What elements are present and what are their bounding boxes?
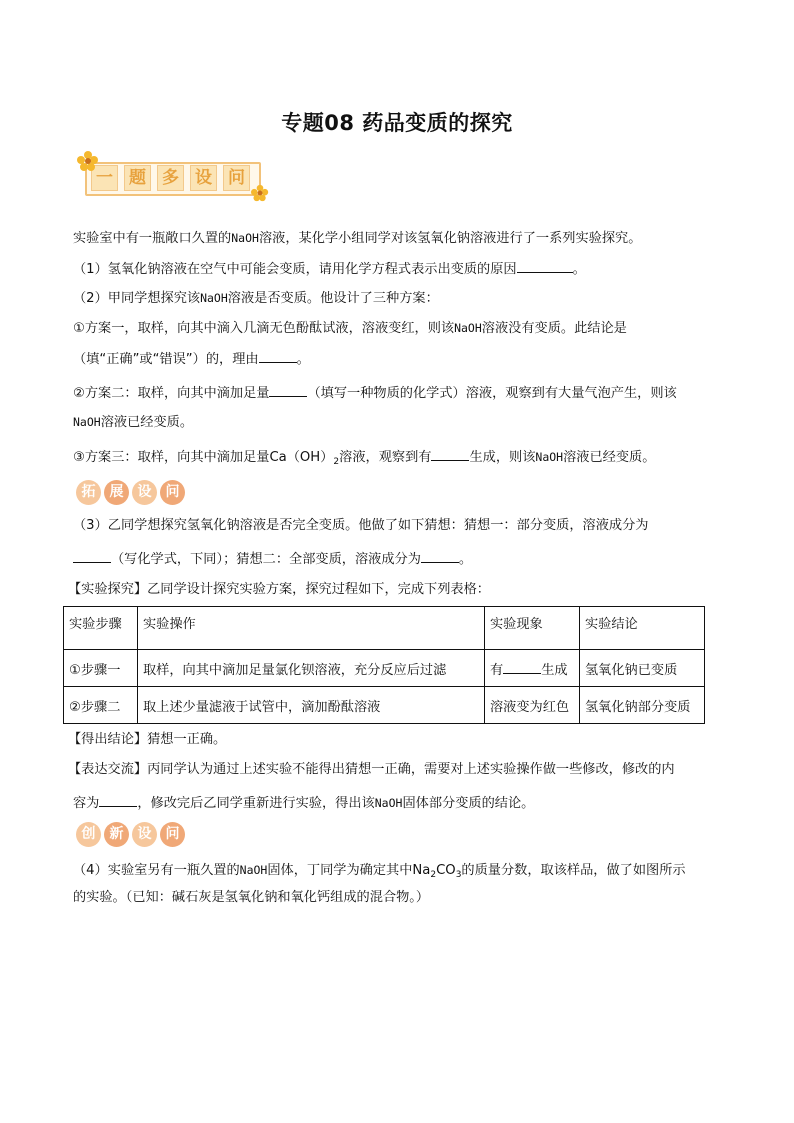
answer-blank[interactable] bbox=[421, 548, 459, 563]
text: ①方案一，取样，向其中滴入几滴无色酚酞试液，溶液变红，则该 bbox=[73, 321, 455, 336]
section-banner-innovative bbox=[76, 822, 185, 847]
answer-blank[interactable] bbox=[99, 792, 137, 807]
answer-blank[interactable] bbox=[259, 348, 297, 363]
table-header: 实验结论 bbox=[580, 607, 705, 650]
plan-1 bbox=[73, 318, 723, 339]
table-header-row bbox=[64, 607, 705, 650]
table-row bbox=[64, 650, 705, 687]
page-title: 专题08 药品变质的探究 bbox=[281, 111, 513, 135]
text: 。 bbox=[296, 352, 310, 367]
answer-blank[interactable] bbox=[517, 258, 573, 273]
intro-paragraph bbox=[73, 228, 723, 249]
text: 容为 bbox=[73, 796, 100, 811]
banner-char: 拓 bbox=[76, 480, 101, 505]
formula: NaOH bbox=[535, 450, 564, 464]
banner-char: 一 bbox=[91, 165, 118, 191]
formula: NaOH bbox=[200, 291, 228, 305]
banner-char: 展 bbox=[104, 480, 129, 505]
text: （4）实验室另有一瓶久置的 bbox=[73, 863, 240, 878]
experiment-intro bbox=[68, 580, 718, 600]
question-2 bbox=[73, 288, 723, 309]
flower-icon bbox=[251, 184, 269, 202]
table-header: 实验现象 bbox=[485, 607, 580, 650]
banner-char: 问 bbox=[160, 480, 185, 505]
text: （填写一种物质的化学式）溶液，观察到有大量气泡产生，则该 bbox=[307, 386, 677, 401]
text: 生成，则该 bbox=[469, 450, 536, 465]
table-header: 实验步骤 bbox=[64, 607, 138, 650]
text: 溶液已经变质。 bbox=[563, 450, 656, 465]
formula: CO bbox=[436, 863, 456, 878]
text: 溶液已经变质。 bbox=[100, 415, 194, 430]
table-cell: 氢氧化钠已变质 bbox=[580, 650, 705, 687]
table-cell: 氢氧化钠部分变质 bbox=[580, 687, 705, 724]
section-banner-extended bbox=[76, 480, 185, 505]
text: 固体部分变质的结论。 bbox=[402, 796, 535, 811]
text: 的实验。（已知：碱石灰是氢氧化钠和氧化钙组成的混合物。） bbox=[73, 890, 430, 905]
section-label: 【得出结论】 bbox=[68, 732, 148, 747]
text: 的质量分数，取该样品，做了如图所示 bbox=[461, 863, 686, 878]
text: （3）乙同学想探究氢氧化钠溶液是否完全变质。他做了如下猜想：猜想一：部分变质，溶液成分为 bbox=[73, 518, 649, 533]
banner-char: 新 bbox=[104, 822, 129, 847]
plan-2 bbox=[73, 382, 723, 404]
text: （填“正确”或“错误”）的，理由 bbox=[73, 352, 259, 367]
formula: NaOH bbox=[454, 321, 482, 335]
subscript: 2 bbox=[333, 457, 340, 467]
text: 。 bbox=[458, 552, 473, 567]
subscript: 3 bbox=[455, 870, 462, 880]
text: （1）氢氧化钠溶液在空气中可能会变质，请用化学方程式表示出变质的原因 bbox=[73, 262, 517, 277]
banner-char: 多 bbox=[157, 165, 184, 191]
text: （写化学式，下同）；猜想二：全部变质，溶液成分为 bbox=[111, 552, 421, 567]
formula: Na bbox=[412, 863, 431, 878]
text: 溶液没有变质。此结论是 bbox=[481, 321, 627, 336]
table-cell bbox=[485, 650, 580, 687]
banner-char: 创 bbox=[76, 822, 101, 847]
banner-char: 问 bbox=[223, 165, 250, 191]
text: ，修改完后乙同学重新进行实验，得出该 bbox=[137, 796, 375, 811]
plan-3 bbox=[73, 446, 723, 472]
text: ②方案二：取样，向其中滴加足量 bbox=[73, 386, 270, 401]
text: 丙同学认为通过上述实验不能得出猜想一正确，需要对上述实验操作做一些修改，修改的内 bbox=[147, 762, 675, 777]
table-header: 实验操作 bbox=[138, 607, 485, 650]
question-4 bbox=[73, 860, 723, 885]
banner-char: 题 bbox=[124, 165, 151, 191]
discussion bbox=[68, 760, 718, 780]
plan-1-cont bbox=[73, 348, 723, 370]
subscript: 2 bbox=[430, 870, 437, 880]
formula: NaOH bbox=[374, 796, 403, 810]
question-3 bbox=[73, 516, 723, 536]
plan-2-cont bbox=[73, 412, 723, 433]
answer-blank[interactable] bbox=[73, 548, 111, 563]
answer-blank[interactable] bbox=[503, 659, 541, 674]
text: 生成 bbox=[541, 662, 568, 678]
question-1 bbox=[73, 258, 723, 280]
text: 溶液，观察到有 bbox=[339, 450, 432, 465]
section-banner-multi-question bbox=[75, 150, 265, 196]
answer-blank[interactable] bbox=[269, 382, 307, 397]
text: 猜想一正确。 bbox=[147, 732, 227, 747]
banner-char: 设 bbox=[132, 480, 157, 505]
section-label: 【表达交流】 bbox=[68, 762, 148, 777]
flower-icon bbox=[77, 150, 99, 172]
table-cell: 取上述少量滤液于试管中，滴加酚酞溶液 bbox=[138, 687, 485, 724]
text: 溶液是否变质。他设计了三种方案： bbox=[227, 291, 439, 306]
table-cell: ②步骤二 bbox=[64, 687, 138, 724]
formula: NaOH bbox=[73, 415, 101, 429]
table-cell: 溶液变为红色 bbox=[485, 687, 580, 724]
text: 。 bbox=[572, 262, 586, 277]
formula: Ca（OH） bbox=[269, 450, 334, 465]
table-cell: 取样，向其中滴加足量氯化钡溶液，充分反应后过滤 bbox=[138, 650, 485, 687]
discussion-cont bbox=[73, 792, 723, 814]
answer-blank[interactable] bbox=[431, 446, 469, 461]
banner-char: 问 bbox=[160, 822, 185, 847]
text: （2）甲同学想探究该 bbox=[73, 291, 201, 306]
text: ③方案三：取样，向其中滴加足量 bbox=[73, 450, 270, 465]
text: 固体，丁同学为确定其中 bbox=[267, 863, 413, 878]
question-4-cont bbox=[73, 888, 723, 908]
table-cell: ①步骤一 bbox=[64, 650, 138, 687]
banner-char: 设 bbox=[132, 822, 157, 847]
text: 乙同学设计探究实验方案，探究过程如下，完成下列表格： bbox=[147, 582, 490, 597]
text: 溶液，某化学小组同学对该氢氧化钠溶液进行了一系列实验探究。 bbox=[258, 231, 642, 246]
table-row bbox=[64, 687, 705, 724]
experiment-table bbox=[63, 606, 705, 724]
formula: NaOH bbox=[239, 863, 268, 877]
formula: NaOH bbox=[231, 231, 259, 245]
banner-char: 设 bbox=[190, 165, 217, 191]
text: 实验室中有一瓶敞口久置的 bbox=[73, 231, 232, 246]
text: 有 bbox=[490, 662, 504, 678]
section-label: 【实验探究】 bbox=[68, 582, 148, 597]
conclusion bbox=[68, 730, 718, 750]
question-3-cont bbox=[73, 548, 723, 570]
